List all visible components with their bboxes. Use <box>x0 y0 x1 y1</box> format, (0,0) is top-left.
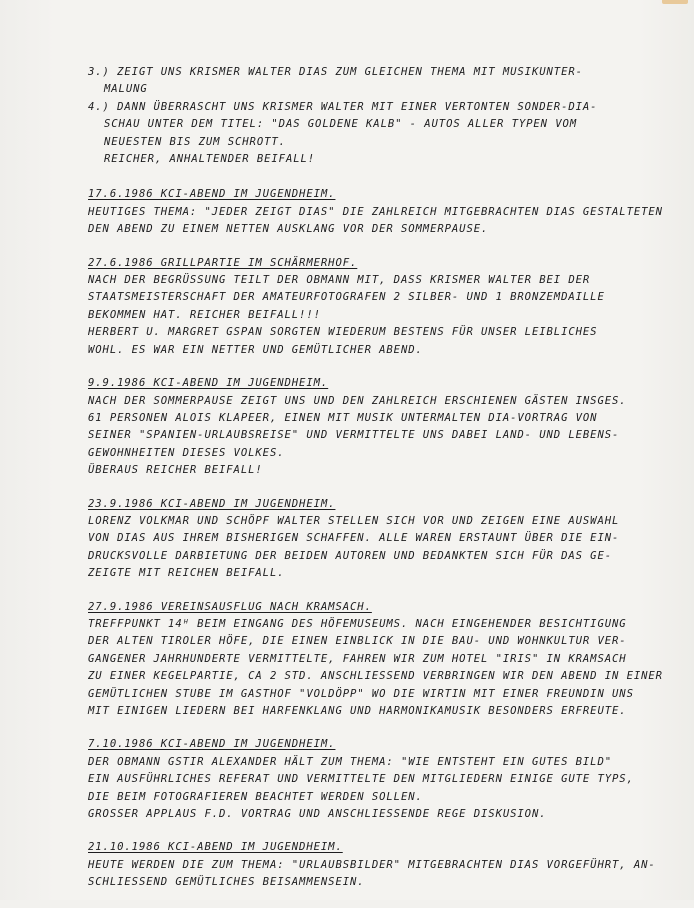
entry-line: ÜBERAUS REICHER BEIFALL! <box>88 464 263 477</box>
entry-1986-10-21 <box>88 839 678 891</box>
entry-line: HEUTE WERDEN DIE ZUM THEMA: "URLAUBSBILDER" MITGEBRACHTEN DIAS VORGEFÜHRT, AN- <box>88 858 656 871</box>
entry-line: NACH DER SOMMERPAUSE ZEIGT UNS UND DEN ZAHLREICH ERSCHIENEN GÄSTEN INSGES. <box>88 394 627 407</box>
intro-line: 3.) ZEIGT UNS KRISMER WALTER DIAS ZUM GLEICHEN THEMA MIT MUSIKUNTER- <box>88 66 583 78</box>
entry-1986-09-23 <box>88 496 678 583</box>
entry-heading: 27.6.1986 GRILLPARTIE IM SCHÄRMERHOF. <box>88 256 358 269</box>
entry-1986-06-27 <box>88 255 678 359</box>
entry-line: DER OBMANN GSTIR ALEXANDER HÄLT ZUM THEMA: "WIE ENTSTEHT EIN GUTES BILD" <box>88 755 613 768</box>
intro-line: REICHER, ANHALTENDER BEIFALL! <box>104 153 316 166</box>
entry-heading: 21.10.1986 KCI-ABEND IM JUGENDHEIM. <box>88 841 343 854</box>
entry-line: DIE BEIM FOTOGRAFIEREN BEACHTET WERDEN SOLLEN. <box>88 790 423 803</box>
intro-line: MALUNG <box>104 83 148 96</box>
entry-heading: 9.9.1986 KCI-ABEND IM JUGENDHEIM. <box>88 377 329 390</box>
paper-tab-marker <box>662 0 688 4</box>
entry-line: GANGENER JAHRHUNDERTE VERMITTELTE, FAHREN WIR ZUM HOTEL "IRIS" IN KRAMSACH <box>88 652 627 665</box>
entry-line: HERBERT U. MARGRET GSPAN SORGTEN WIEDERUM BESTENS FÜR UNSER LEIBLICHES <box>88 326 598 339</box>
entry-line: 61 PERSONEN ALOIS KLAPEER, EINEN MIT MUSIK UNTERMALTEN DIA-VORTRAG VON <box>88 411 598 424</box>
entry-heading: 23.9.1986 KCI-ABEND IM JUGENDHEIM. <box>88 497 336 510</box>
entry-line: VON DIAS AUS IHREM BISHERIGEN SCHAFFEN. ALLE WAREN ERSTAUNT ÜBER DIE EIN- <box>88 532 620 545</box>
entry-heading: 17.6.1986 KCI-ABEND IM JUGENDHEIM. <box>88 188 336 201</box>
entry-line: GROSSER APPLAUS F.D. VORTRAG UND ANSCHLIESSENDE REGE DISKUSION. <box>88 808 547 821</box>
entry-1986-09-27 <box>88 599 678 721</box>
entry-heading: 7.10.1986 KCI-ABEND IM JUGENDHEIM. <box>88 738 336 751</box>
entry-heading: 27.9.1986 VEREINSAUSFLUG NACH KRAMSACH. <box>88 600 372 613</box>
intro-line: 4.) DANN ÜBERRASCHT UNS KRISMER WALTER MIT EINER VERTONTEN SONDER-DIA- <box>88 100 598 113</box>
entry-line: GEMÜTLICHEN STUBE IM GASTHOF "VOLDÖPP" WO DIE WIRTIN MIT EINER FREUNDIN UNS <box>88 687 634 700</box>
intro-line: SCHAU UNTER DEM TITEL: "DAS GOLDENE KALB" - AUTOS ALLER TYPEN VOM <box>104 118 578 131</box>
entry-line: TREFFPUNKT 14ᴴ BEIM EINGANG DES HÖFEMUSEUMS. NACH EINGEHENDER BESICHTIGUNG <box>88 617 627 630</box>
entry-line: DER ALTEN TIROLER HÖFE, DIE EINEN EINBLICK IN DIE BAU- UND WOHNKULTUR VER- <box>88 635 627 648</box>
entry-line: EIN AUSFÜHRLICHES REFERAT UND VERMITTELTE DEN MITGLIEDERN EINIGE GUTE TYPS, <box>88 773 634 786</box>
entry-line: DRUCKSVOLLE DARBIETUNG DER BEIDEN AUTOREN UND BEDANKTEN SICH FÜR DAS GE- <box>88 549 613 562</box>
entry-1986-09-09 <box>88 375 678 479</box>
entry-1986-10-07 <box>88 736 678 823</box>
entry-line: BEKOMMEN HAT. REICHER BEIFALL!!! <box>88 308 321 321</box>
entry-line: SCHLIESSEND GEMÜTLICHES BEISAMMENSEIN. <box>88 876 365 889</box>
entry-line: NACH DER BEGRÜSSUNG TEILT DER OBMANN MIT, DASS KRISMER WALTER BEI DER <box>88 274 591 287</box>
entry-line: GEWOHNHEITEN DIESES VOLKES. <box>88 446 285 459</box>
entry-line: LORENZ VOLKMAR UND SCHÖPF WALTER STELLEN SICH VOR UND ZEIGEN EINE AUSWAHL <box>88 514 620 527</box>
entry-1986-06-17 <box>88 186 678 238</box>
entry-line: MIT EINIGEN LIEDERN BEI HARFENKLANG UND HARMONIKAMUSIK BESONDERS ERFREUTE. <box>88 705 627 717</box>
entry-line: ZU EINER KEGELPARTIE, CA 2 STD. ANSCHLIESSEND VERBRINGEN WIR DEN ABEND IN EINER <box>88 670 663 683</box>
entry-line: HEUTIGES THEMA: "JEDER ZEIGT DIAS" DIE ZAHLREICH MITGEBRACHTEN DIAS GESTALTETEN <box>88 205 663 218</box>
entry-line: ZEIGTE MIT REICHEN BEIFALL. <box>88 567 285 580</box>
intro-items-block <box>88 64 678 168</box>
entry-line: STAATSMEISTERSCHAFT DER AMATEURFOTOGRAFEN 2 SILBER- UND 1 BRONZEMDAILLE <box>88 291 605 304</box>
intro-line: NEUESTEN BIS ZUM SCHROTT. <box>104 135 286 148</box>
entry-line: WOHL. ES WAR EIN NETTER UND GEMÜTLICHER ABEND. <box>88 343 423 356</box>
entry-line: SEINER "SPANIEN-URLAUBSREISE" UND VERMITTELTE UNS DABEI LAND- UND LEBENS- <box>88 429 620 442</box>
page-content <box>88 64 678 908</box>
entry-line: DEN ABEND ZU EINEM NETTEN AUSKLANG VOR DER SOMMERPAUSE. <box>88 223 489 236</box>
